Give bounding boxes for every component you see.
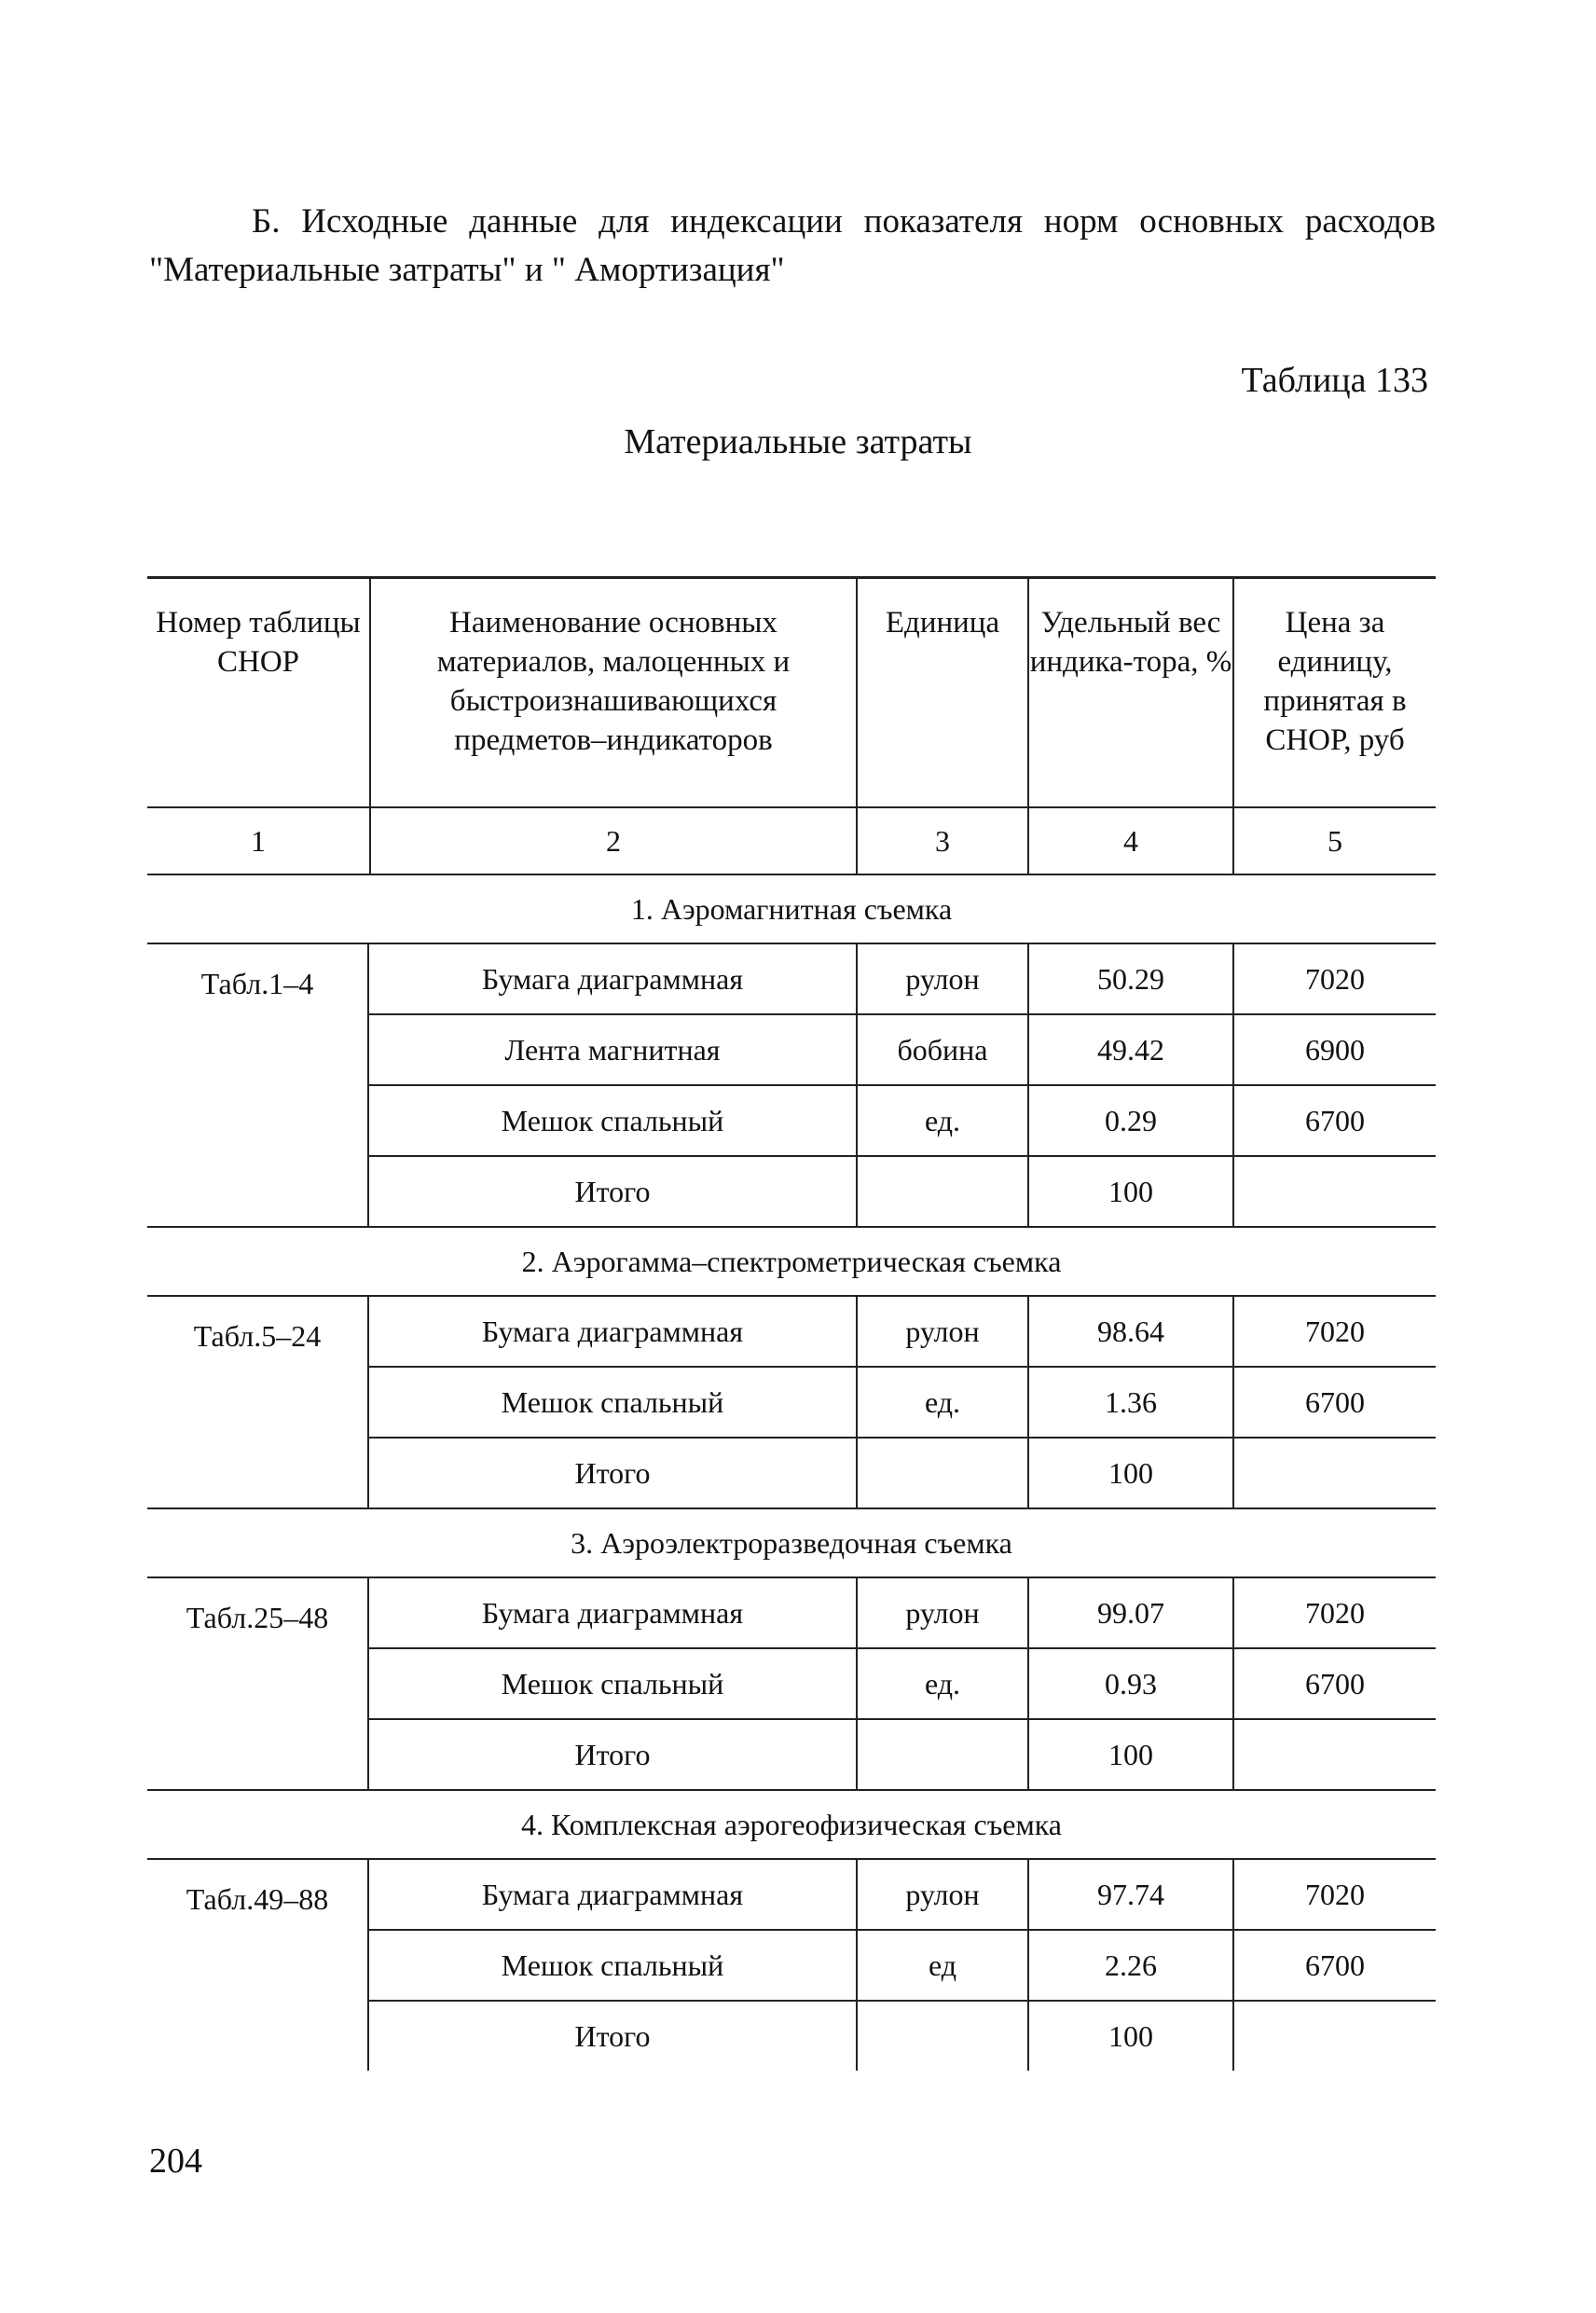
unit xyxy=(856,2002,1027,2071)
table-row xyxy=(369,1929,1436,2000)
table-row xyxy=(369,1647,1436,1718)
column-header: Цена за единицу, принятая в СНОР, руб xyxy=(1232,579,1436,806)
total-row xyxy=(369,1437,1436,1508)
table-reference: Табл.49–88 xyxy=(186,1882,329,1916)
column-header: Единица xyxy=(856,579,1027,806)
price: 6700 xyxy=(1232,1931,1436,2000)
material-name: Мешок спальный xyxy=(501,1948,724,1982)
price: 7020 xyxy=(1232,944,1436,1013)
total-row xyxy=(369,2000,1436,2071)
share: 0.29 xyxy=(1027,1086,1232,1155)
materials-table xyxy=(147,576,1436,2071)
column-header: Наименование основных материалов, малоценных и быстроизнашивающихся предметов–индикаторов xyxy=(369,579,856,806)
section-heading: Б. Исходные данные для индексации показателя норм основных расходов "Материальные затраты" и " Амортизация" xyxy=(149,202,1436,289)
unit: ед. xyxy=(856,1086,1027,1155)
share: 1.36 xyxy=(1027,1368,1232,1437)
material-name: Мешок спальный xyxy=(501,1104,724,1137)
table-row xyxy=(369,1297,1436,1366)
table-reference: Табл.5–24 xyxy=(193,1319,322,1353)
share: 98.64 xyxy=(1027,1297,1232,1366)
column-number: 3 xyxy=(856,808,1027,874)
share: 50.29 xyxy=(1027,944,1232,1013)
unit: ед. xyxy=(856,1368,1027,1437)
total-label: Итого xyxy=(574,2019,651,2053)
share: 100 xyxy=(1027,1720,1232,1789)
unit xyxy=(856,1157,1027,1226)
share: 99.07 xyxy=(1027,1578,1232,1647)
table-row xyxy=(369,1578,1436,1647)
column-header: Номер таблицы СНОР xyxy=(156,606,361,679)
total-row xyxy=(369,1718,1436,1789)
price: 7020 xyxy=(1232,1297,1436,1366)
price: 6700 xyxy=(1232,1649,1436,1718)
section-title: 3. Аэроэлектроразведочная съемка xyxy=(571,1525,1012,1560)
table-reference: Табл.1–4 xyxy=(200,967,314,1000)
section-title: 4. Комплексная аэрогеофизическая съемка xyxy=(521,1807,1062,1841)
section-group xyxy=(147,944,1436,1226)
price xyxy=(1232,1157,1436,1226)
price xyxy=(1232,1720,1436,1789)
price xyxy=(1232,2002,1436,2071)
table-row xyxy=(369,1860,1436,1929)
unit xyxy=(856,1720,1027,1789)
price xyxy=(1232,1439,1436,1508)
table-row xyxy=(369,944,1436,1013)
price: 6700 xyxy=(1232,1086,1436,1155)
section-title: 2. Аэрогамма–спектрометрическая съемка xyxy=(521,1244,1062,1278)
share: 100 xyxy=(1027,2002,1232,2071)
price: 6700 xyxy=(1232,1368,1436,1437)
price: 7020 xyxy=(1232,1578,1436,1647)
share: 100 xyxy=(1027,1157,1232,1226)
material-name: Мешок спальный xyxy=(501,1385,724,1419)
table-row xyxy=(369,1013,1436,1084)
column-number-row xyxy=(147,808,1436,874)
price: 7020 xyxy=(1232,1860,1436,1929)
material-name: Бумага диаграммная xyxy=(481,1315,744,1348)
column-number: 4 xyxy=(1027,808,1232,874)
total-row xyxy=(369,1155,1436,1226)
unit: ед xyxy=(856,1931,1027,2000)
share: 100 xyxy=(1027,1439,1232,1508)
material-name: Бумага диаграммная xyxy=(481,1878,744,1911)
unit: бобина xyxy=(856,1015,1027,1084)
header-row xyxy=(147,579,1436,806)
table-row xyxy=(369,1084,1436,1155)
table-number: Таблица 133 xyxy=(1241,361,1428,400)
section-group xyxy=(147,1297,1436,1508)
share: 97.74 xyxy=(1027,1860,1232,1929)
unit: ед. xyxy=(856,1649,1027,1718)
share: 2.26 xyxy=(1027,1931,1232,2000)
page-number: 204 xyxy=(149,2141,202,2181)
column-number: 1 xyxy=(251,824,266,858)
table-title: Материальные затраты xyxy=(624,422,972,461)
table-row xyxy=(369,1366,1436,1437)
material-name: Бумага диаграммная xyxy=(481,1596,744,1630)
section-group xyxy=(147,1860,1436,2071)
unit xyxy=(856,1439,1027,1508)
total-label: Итого xyxy=(574,1738,651,1771)
section-group xyxy=(147,1578,1436,1789)
column-number: 2 xyxy=(369,808,856,874)
table-reference: Табл.25–48 xyxy=(186,1601,329,1634)
price: 6900 xyxy=(1232,1015,1436,1084)
material-name: Мешок спальный xyxy=(501,1667,724,1700)
unit: рулон xyxy=(856,1578,1027,1647)
unit: рулон xyxy=(856,1860,1027,1929)
column-header: Удельный вес индика-тора, % xyxy=(1027,579,1232,806)
unit: рулон xyxy=(856,1297,1027,1366)
total-label: Итого xyxy=(574,1456,651,1490)
material-name: Бумага диаграммная xyxy=(481,962,744,996)
share: 0.93 xyxy=(1027,1649,1232,1718)
section-title: 1. Аэромагнитная съемка xyxy=(630,891,953,926)
share: 49.42 xyxy=(1027,1015,1232,1084)
total-label: Итого xyxy=(574,1175,651,1208)
material-name: Лента магнитная xyxy=(504,1033,721,1067)
unit: рулон xyxy=(856,944,1027,1013)
column-number: 5 xyxy=(1232,808,1436,874)
